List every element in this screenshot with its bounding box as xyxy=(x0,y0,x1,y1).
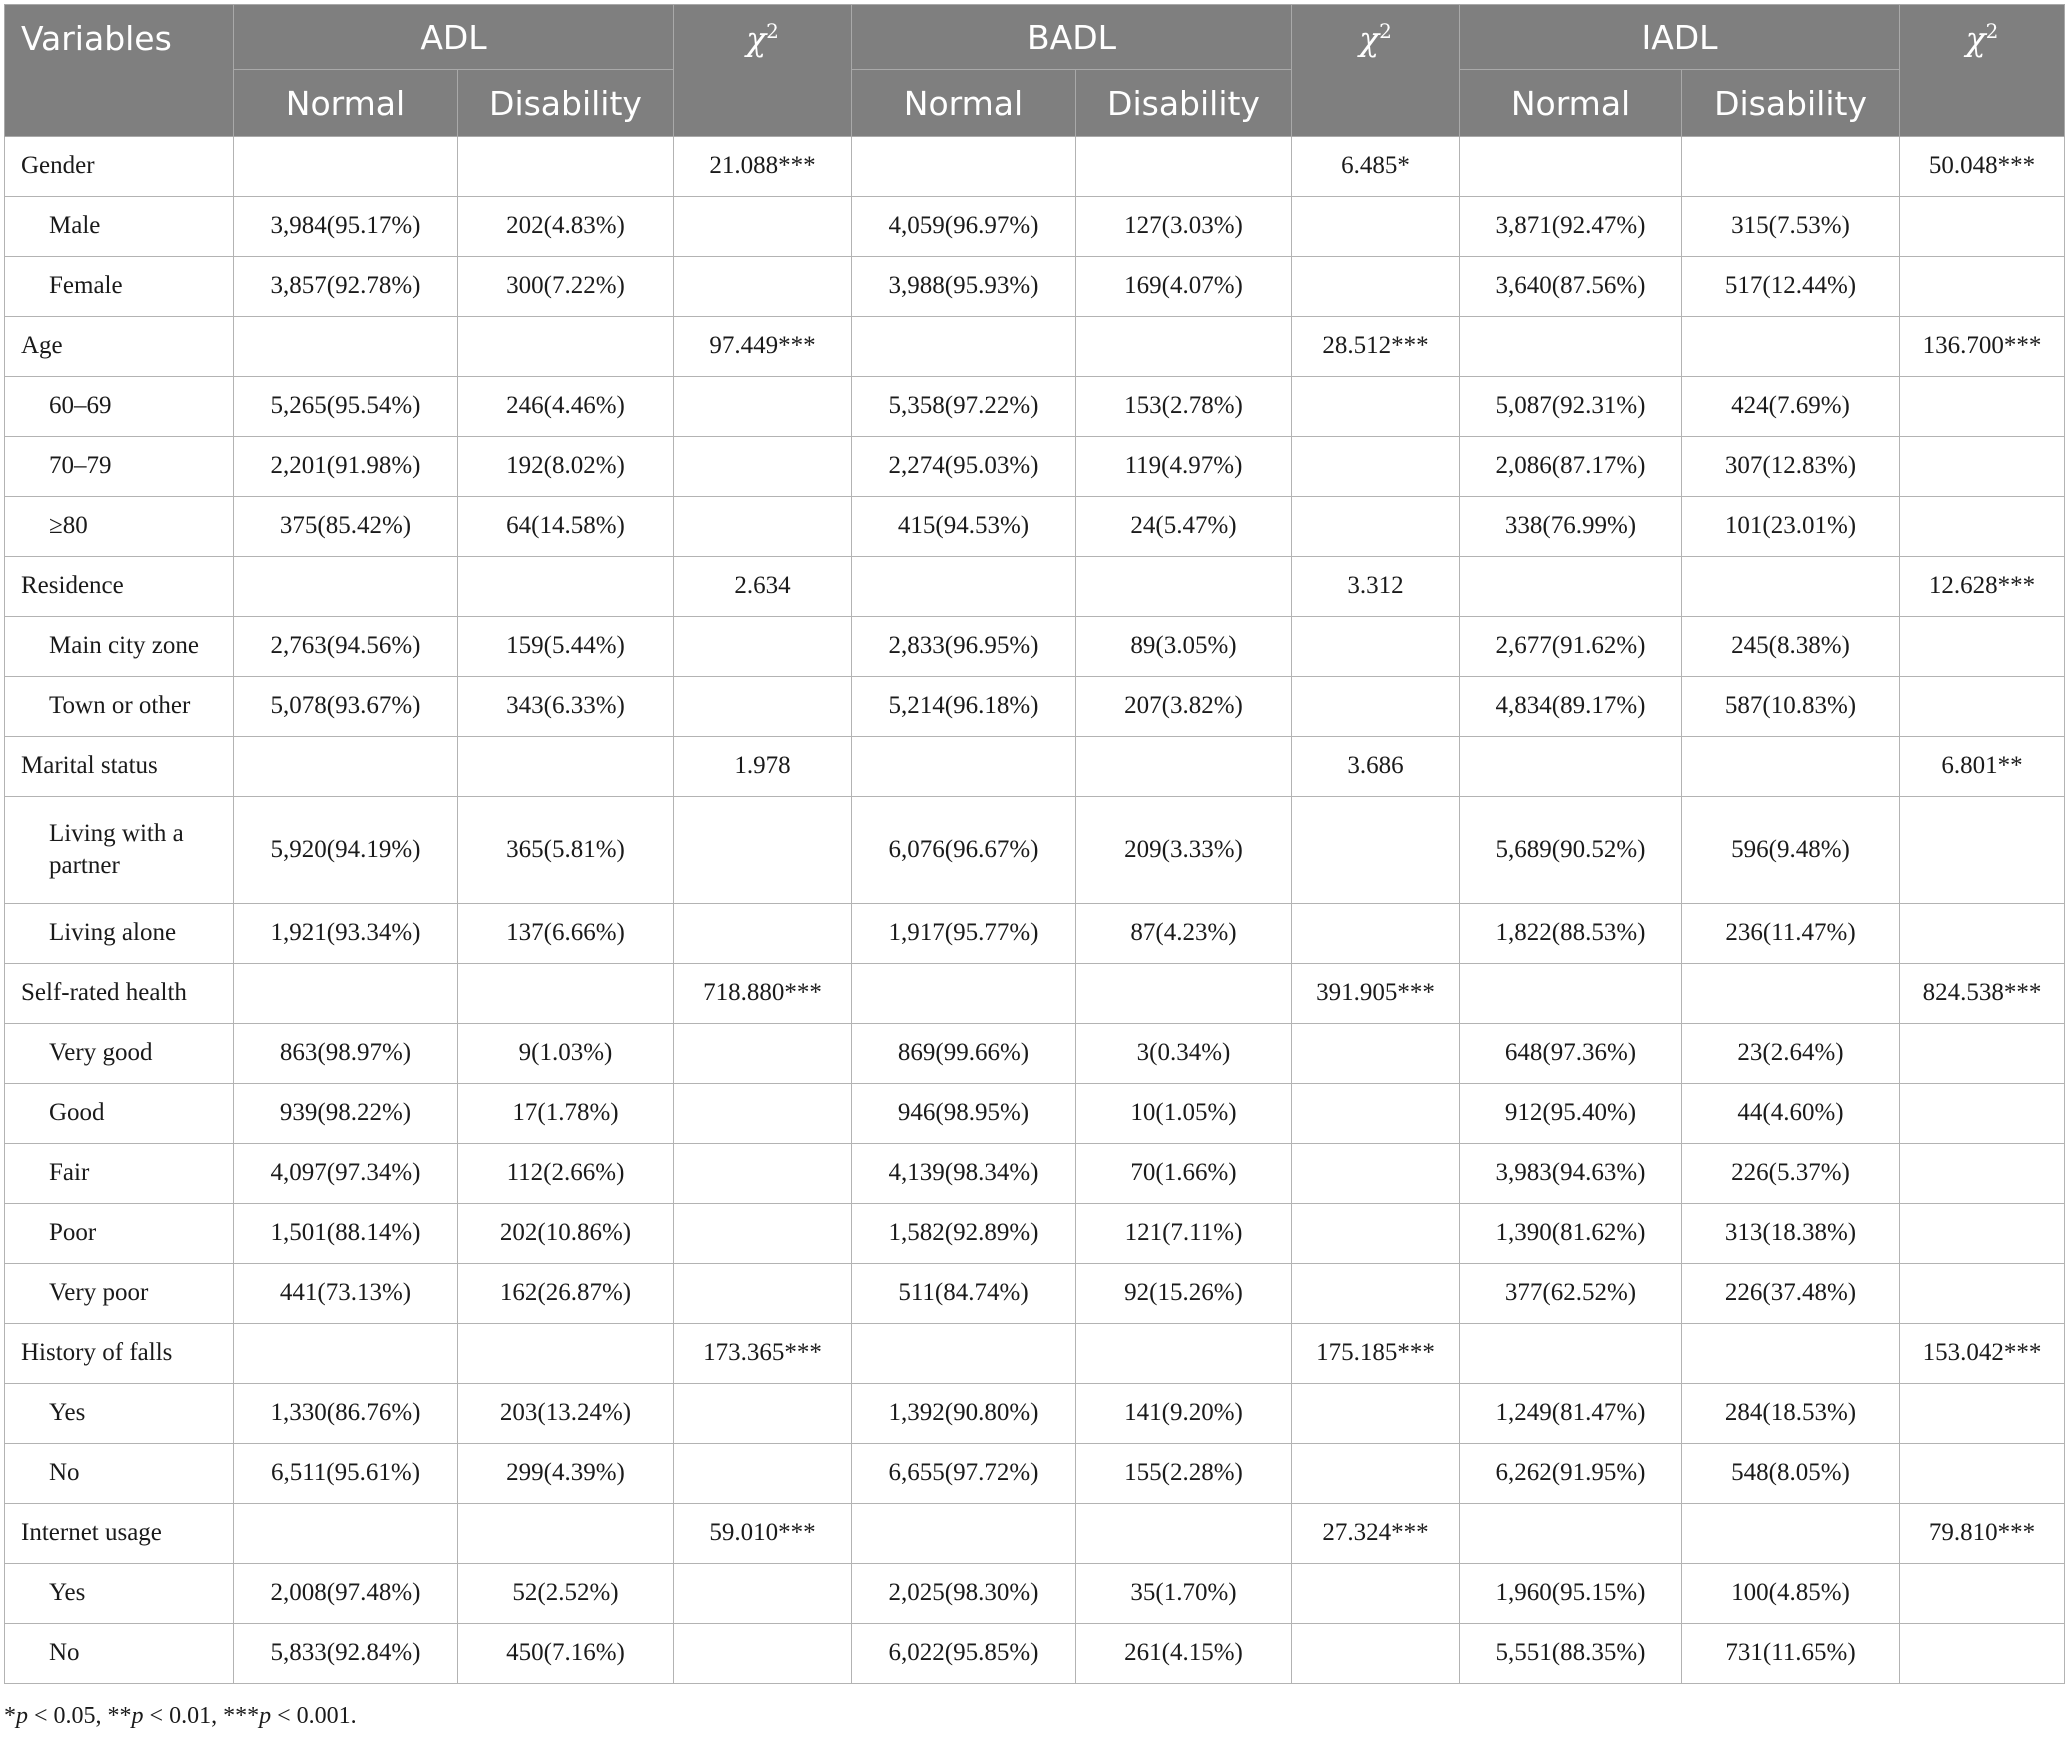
variable-label: Residence xyxy=(5,557,234,617)
table-row-subcategory xyxy=(5,1084,2065,1144)
badl-chi-header: $\chi^2$ xyxy=(1292,5,1460,137)
badl-normal-cell xyxy=(852,1504,1076,1564)
table-row-subcategory xyxy=(5,1624,2065,1684)
adl-normal-cell xyxy=(234,557,458,617)
badl-normal-cell xyxy=(852,557,1076,617)
adl-normal-cell: 1,501(88.14%) xyxy=(234,1204,458,1264)
badl-disability-cell: 153(2.78%) xyxy=(1076,377,1292,437)
badl-normal-cell: 3,988(95.93%) xyxy=(852,257,1076,317)
badl-normal-cell: 1,392(90.80%) xyxy=(852,1384,1076,1444)
badl-normal-cell: 2,274(95.03%) xyxy=(852,437,1076,497)
adl-disability-cell: 450(7.16%) xyxy=(458,1624,674,1684)
iadl-chi-value: 824.538*** xyxy=(1900,964,2065,1024)
table-row-subcategory xyxy=(5,1564,2065,1624)
adl-normal-cell: 441(73.13%) xyxy=(234,1264,458,1324)
variable-label: Living with a partner xyxy=(5,797,234,904)
iadl-disability-cell: 596(9.48%) xyxy=(1682,797,1900,904)
iadl-normal-cell xyxy=(1460,557,1682,617)
iadl-normal-cell: 4,834(89.17%) xyxy=(1460,677,1682,737)
iadl-disability-cell: 100(4.85%) xyxy=(1682,1564,1900,1624)
iadl-chi-value: 12.628*** xyxy=(1900,557,2065,617)
adl-disability-cell: 159(5.44%) xyxy=(458,617,674,677)
variable-label: Gender xyxy=(5,137,234,197)
iadl-disability-cell xyxy=(1682,137,1900,197)
badl-chi-value: 27.324*** xyxy=(1292,1504,1460,1564)
iadl-normal-cell: 3,983(94.63%) xyxy=(1460,1144,1682,1204)
adl-chi-cell xyxy=(674,497,852,557)
iadl-normal-cell: 648(97.36%) xyxy=(1460,1024,1682,1084)
adl-normal-cell: 3,857(92.78%) xyxy=(234,257,458,317)
badl-normal-cell: 1,917(95.77%) xyxy=(852,904,1076,964)
adl-normal-cell xyxy=(234,1324,458,1384)
iadl-chi-cell xyxy=(1900,257,2065,317)
table-row-subcategory xyxy=(5,1024,2065,1084)
badl-normal-cell: 1,582(92.89%) xyxy=(852,1204,1076,1264)
adl-normal-cell: 1,921(93.34%) xyxy=(234,904,458,964)
badl-chi-value: 28.512*** xyxy=(1292,317,1460,377)
badl-chi-cell xyxy=(1292,617,1460,677)
adl-disability-cell xyxy=(458,1504,674,1564)
badl-chi-cell xyxy=(1292,1444,1460,1504)
iadl-disability-cell xyxy=(1682,737,1900,797)
adl-chi-value: 1.978 xyxy=(674,737,852,797)
iadl-normal-header: Normal xyxy=(1460,70,1682,137)
iadl-chi-cell xyxy=(1900,1144,2065,1204)
variable-label: 70–79 xyxy=(5,437,234,497)
iadl-disability-cell: 313(18.38%) xyxy=(1682,1204,1900,1264)
table-row-variable xyxy=(5,557,2065,617)
iadl-disability-cell: 315(7.53%) xyxy=(1682,197,1900,257)
table-row-variable xyxy=(5,137,2065,197)
badl-normal-cell: 415(94.53%) xyxy=(852,497,1076,557)
adl-normal-cell: 863(98.97%) xyxy=(234,1024,458,1084)
adl-normal-header: Normal xyxy=(234,70,458,137)
variable-label: Living alone xyxy=(5,904,234,964)
variable-label: Male xyxy=(5,197,234,257)
badl-disability-cell: 70(1.66%) xyxy=(1076,1144,1292,1204)
adl-normal-cell: 5,833(92.84%) xyxy=(234,1624,458,1684)
badl-header: BADL xyxy=(852,5,1292,70)
badl-chi-cell xyxy=(1292,1024,1460,1084)
table-header xyxy=(5,5,2065,137)
badl-normal-cell: 869(99.66%) xyxy=(852,1024,1076,1084)
iadl-disability-cell: 587(10.83%) xyxy=(1682,677,1900,737)
adl-normal-cell: 2,763(94.56%) xyxy=(234,617,458,677)
iadl-normal-cell: 377(62.52%) xyxy=(1460,1264,1682,1324)
badl-chi-cell xyxy=(1292,677,1460,737)
adl-disability-cell xyxy=(458,137,674,197)
variable-label: Poor xyxy=(5,1204,234,1264)
adl-chi-cell xyxy=(674,797,852,904)
iadl-disability-cell xyxy=(1682,1324,1900,1384)
iadl-chi-cell xyxy=(1900,1624,2065,1684)
adl-chi-cell xyxy=(674,1624,852,1684)
iadl-chi-value: 6.801** xyxy=(1900,737,2065,797)
iadl-chi-cell xyxy=(1900,1204,2065,1264)
adl-disability-cell: 202(10.86%) xyxy=(458,1204,674,1264)
badl-chi-cell xyxy=(1292,1564,1460,1624)
iadl-normal-cell: 1,390(81.62%) xyxy=(1460,1204,1682,1264)
iadl-disability-cell: 245(8.38%) xyxy=(1682,617,1900,677)
adl-chi-value: 59.010*** xyxy=(674,1504,852,1564)
badl-chi-value: 391.905*** xyxy=(1292,964,1460,1024)
adl-normal-cell: 1,330(86.76%) xyxy=(234,1384,458,1444)
adl-disability-cell: 365(5.81%) xyxy=(458,797,674,904)
iadl-normal-cell xyxy=(1460,737,1682,797)
adl-normal-cell xyxy=(234,1504,458,1564)
iadl-chi-cell xyxy=(1900,797,2065,904)
iadl-disability-header: Disability xyxy=(1682,70,1900,137)
badl-disability-cell xyxy=(1076,1324,1292,1384)
iadl-normal-cell xyxy=(1460,964,1682,1024)
adl-chi-value: 718.880*** xyxy=(674,964,852,1024)
badl-chi-value: 3.312 xyxy=(1292,557,1460,617)
adl-header: ADL xyxy=(234,5,674,70)
table-row-subcategory xyxy=(5,677,2065,737)
variable-label: Good xyxy=(5,1084,234,1144)
adl-normal-cell: 6,511(95.61%) xyxy=(234,1444,458,1504)
iadl-disability-cell xyxy=(1682,317,1900,377)
badl-disability-cell xyxy=(1076,557,1292,617)
badl-disability-cell xyxy=(1076,737,1292,797)
variable-label: Age xyxy=(5,317,234,377)
badl-disability-cell: 87(4.23%) xyxy=(1076,904,1292,964)
significance-footnote: *p < 0.05, **p < 0.01, ***p < 0.001. xyxy=(4,1703,357,1729)
iadl-chi-header: $\chi^2$ xyxy=(1900,5,2065,137)
badl-normal-cell xyxy=(852,737,1076,797)
iadl-chi-cell xyxy=(1900,677,2065,737)
adl-normal-cell: 5,265(95.54%) xyxy=(234,377,458,437)
iadl-disability-cell: 44(4.60%) xyxy=(1682,1084,1900,1144)
badl-chi-cell xyxy=(1292,197,1460,257)
table-row-subcategory xyxy=(5,617,2065,677)
badl-disability-cell: 209(3.33%) xyxy=(1076,797,1292,904)
adl-normal-cell: 5,920(94.19%) xyxy=(234,797,458,904)
iadl-normal-cell xyxy=(1460,1324,1682,1384)
badl-normal-header: Normal xyxy=(852,70,1076,137)
iadl-disability-cell xyxy=(1682,1504,1900,1564)
adl-normal-cell: 2,008(97.48%) xyxy=(234,1564,458,1624)
badl-chi-cell xyxy=(1292,1624,1460,1684)
iadl-chi-cell xyxy=(1900,197,2065,257)
adl-chi-value: 21.088*** xyxy=(674,137,852,197)
iadl-disability-cell: 284(18.53%) xyxy=(1682,1384,1900,1444)
adl-normal-cell xyxy=(234,317,458,377)
table-row-variable xyxy=(5,1504,2065,1564)
iadl-normal-cell xyxy=(1460,137,1682,197)
adl-normal-cell xyxy=(234,737,458,797)
iadl-chi-cell xyxy=(1900,1084,2065,1144)
badl-chi-cell xyxy=(1292,904,1460,964)
iadl-normal-cell: 3,640(87.56%) xyxy=(1460,257,1682,317)
iadl-chi-cell xyxy=(1900,1024,2065,1084)
adl-chi-cell xyxy=(674,257,852,317)
iadl-chi-value: 153.042*** xyxy=(1900,1324,2065,1384)
iadl-normal-cell: 5,087(92.31%) xyxy=(1460,377,1682,437)
badl-normal-cell: 2,833(96.95%) xyxy=(852,617,1076,677)
adl-disability-cell: 246(4.46%) xyxy=(458,377,674,437)
iadl-disability-cell: 548(8.05%) xyxy=(1682,1444,1900,1504)
iadl-chi-value: 79.810*** xyxy=(1900,1504,2065,1564)
badl-chi-value: 175.185*** xyxy=(1292,1324,1460,1384)
adl-disability-cell: 162(26.87%) xyxy=(458,1264,674,1324)
adl-chi-cell xyxy=(674,1204,852,1264)
badl-disability-cell: 10(1.05%) xyxy=(1076,1084,1292,1144)
badl-disability-cell: 169(4.07%) xyxy=(1076,257,1292,317)
variable-label: Very poor xyxy=(5,1264,234,1324)
badl-normal-cell: 4,139(98.34%) xyxy=(852,1144,1076,1204)
badl-normal-cell: 4,059(96.97%) xyxy=(852,197,1076,257)
adl-normal-cell: 3,984(95.17%) xyxy=(234,197,458,257)
iadl-chi-cell xyxy=(1900,377,2065,437)
iadl-chi-cell xyxy=(1900,904,2065,964)
adl-chi-cell xyxy=(674,1564,852,1624)
variable-label: Town or other xyxy=(5,677,234,737)
badl-disability-cell: 89(3.05%) xyxy=(1076,617,1292,677)
badl-normal-cell xyxy=(852,137,1076,197)
badl-disability-cell: 155(2.28%) xyxy=(1076,1444,1292,1504)
adl-normal-cell xyxy=(234,964,458,1024)
variable-label: History of falls xyxy=(5,1324,234,1384)
badl-chi-cell xyxy=(1292,1384,1460,1444)
iadl-disability-cell: 226(5.37%) xyxy=(1682,1144,1900,1204)
table-row-subcategory xyxy=(5,1204,2065,1264)
table-row-variable xyxy=(5,964,2065,1024)
adl-normal-cell: 375(85.42%) xyxy=(234,497,458,557)
iadl-chi-cell xyxy=(1900,1564,2065,1624)
variable-label: Marital status xyxy=(5,737,234,797)
variables-header: Variables xyxy=(5,5,234,137)
badl-disability-cell: 127(3.03%) xyxy=(1076,197,1292,257)
iadl-normal-cell: 3,871(92.47%) xyxy=(1460,197,1682,257)
iadl-normal-cell: 338(76.99%) xyxy=(1460,497,1682,557)
adl-normal-cell: 4,097(97.34%) xyxy=(234,1144,458,1204)
variable-label: No xyxy=(5,1444,234,1504)
variable-label: Internet usage xyxy=(5,1504,234,1564)
badl-disability-cell xyxy=(1076,317,1292,377)
adl-disability-cell: 299(4.39%) xyxy=(458,1444,674,1504)
adl-chi-value: 97.449*** xyxy=(674,317,852,377)
adl-disability-cell: 17(1.78%) xyxy=(458,1084,674,1144)
iadl-chi-cell xyxy=(1900,437,2065,497)
adl-disability-cell xyxy=(458,557,674,617)
table-row-subcategory xyxy=(5,197,2065,257)
adl-disability-cell xyxy=(458,317,674,377)
badl-disability-cell: 92(15.26%) xyxy=(1076,1264,1292,1324)
variable-label: Very good xyxy=(5,1024,234,1084)
badl-normal-cell: 6,022(95.85%) xyxy=(852,1624,1076,1684)
adl-disability-cell: 192(8.02%) xyxy=(458,437,674,497)
badl-chi-cell xyxy=(1292,1264,1460,1324)
adl-disability-cell: 137(6.66%) xyxy=(458,904,674,964)
badl-chi-value: 3.686 xyxy=(1292,737,1460,797)
table-container xyxy=(4,4,2064,1684)
adl-chi-value: 173.365*** xyxy=(674,1324,852,1384)
adl-disability-cell xyxy=(458,1324,674,1384)
iadl-normal-cell: 2,677(91.62%) xyxy=(1460,617,1682,677)
badl-normal-cell xyxy=(852,964,1076,1024)
variable-label: No xyxy=(5,1624,234,1684)
variable-label: Self-rated health xyxy=(5,964,234,1024)
variable-label: 60–69 xyxy=(5,377,234,437)
adl-disability-cell: 300(7.22%) xyxy=(458,257,674,317)
adl-normal-cell: 939(98.22%) xyxy=(234,1084,458,1144)
adl-chi-cell xyxy=(674,1024,852,1084)
badl-normal-cell: 6,076(96.67%) xyxy=(852,797,1076,904)
adl-disability-cell: 343(6.33%) xyxy=(458,677,674,737)
variable-label: Yes xyxy=(5,1564,234,1624)
badl-disability-cell: 121(7.11%) xyxy=(1076,1204,1292,1264)
adl-disability-cell: 202(4.83%) xyxy=(458,197,674,257)
badl-disability-cell xyxy=(1076,964,1292,1024)
adl-chi-cell xyxy=(674,1144,852,1204)
adl-disability-cell: 203(13.24%) xyxy=(458,1384,674,1444)
adl-chi-cell xyxy=(674,617,852,677)
iadl-disability-cell: 23(2.64%) xyxy=(1682,1024,1900,1084)
adl-disability-cell xyxy=(458,964,674,1024)
iadl-disability-cell: 226(37.48%) xyxy=(1682,1264,1900,1324)
table-row-subcategory xyxy=(5,797,2065,904)
table-row-subcategory xyxy=(5,1384,2065,1444)
variable-label: Female xyxy=(5,257,234,317)
badl-normal-cell: 946(98.95%) xyxy=(852,1084,1076,1144)
iadl-chi-cell xyxy=(1900,1384,2065,1444)
iadl-header: IADL xyxy=(1460,5,1900,70)
badl-disability-header: Disability xyxy=(1076,70,1292,137)
iadl-normal-cell xyxy=(1460,1504,1682,1564)
adl-disability-cell: 9(1.03%) xyxy=(458,1024,674,1084)
iadl-disability-cell: 236(11.47%) xyxy=(1682,904,1900,964)
badl-chi-cell xyxy=(1292,797,1460,904)
adl-chi-cell xyxy=(674,437,852,497)
badl-disability-cell: 141(9.20%) xyxy=(1076,1384,1292,1444)
badl-normal-cell: 5,358(97.22%) xyxy=(852,377,1076,437)
variable-label: Fair xyxy=(5,1144,234,1204)
adl-chi-cell xyxy=(674,1264,852,1324)
variable-label: ≥80 xyxy=(5,497,234,557)
table-body xyxy=(5,137,2065,1684)
table-row-subcategory xyxy=(5,257,2065,317)
iadl-chi-value: 136.700*** xyxy=(1900,317,2065,377)
table-row-subcategory xyxy=(5,497,2065,557)
iadl-chi-cell xyxy=(1900,1444,2065,1504)
iadl-normal-cell: 1,822(88.53%) xyxy=(1460,904,1682,964)
table-row-subcategory xyxy=(5,1144,2065,1204)
badl-disability-cell: 24(5.47%) xyxy=(1076,497,1292,557)
variable-label: Main city zone xyxy=(5,617,234,677)
iadl-disability-cell xyxy=(1682,964,1900,1024)
table-row-subcategory xyxy=(5,1264,2065,1324)
badl-normal-cell xyxy=(852,317,1076,377)
badl-chi-cell xyxy=(1292,377,1460,437)
badl-normal-cell xyxy=(852,1324,1076,1384)
table-row-variable xyxy=(5,1324,2065,1384)
iadl-disability-cell: 424(7.69%) xyxy=(1682,377,1900,437)
adl-chi-cell xyxy=(674,377,852,437)
badl-chi-cell xyxy=(1292,1204,1460,1264)
table-row-subcategory xyxy=(5,437,2065,497)
badl-disability-cell: 119(4.97%) xyxy=(1076,437,1292,497)
badl-disability-cell xyxy=(1076,1504,1292,1564)
iadl-normal-cell: 912(95.40%) xyxy=(1460,1084,1682,1144)
iadl-chi-cell xyxy=(1900,1264,2065,1324)
badl-normal-cell: 6,655(97.72%) xyxy=(852,1444,1076,1504)
adl-normal-cell: 5,078(93.67%) xyxy=(234,677,458,737)
adl-chi-cell xyxy=(674,677,852,737)
table-row-subcategory xyxy=(5,1444,2065,1504)
adl-chi-cell xyxy=(674,1384,852,1444)
adl-chi-value: 2.634 xyxy=(674,557,852,617)
iadl-normal-cell xyxy=(1460,317,1682,377)
iadl-disability-cell xyxy=(1682,557,1900,617)
iadl-disability-cell: 731(11.65%) xyxy=(1682,1624,1900,1684)
iadl-normal-cell: 2,086(87.17%) xyxy=(1460,437,1682,497)
iadl-disability-cell: 307(12.83%) xyxy=(1682,437,1900,497)
adl-chi-cell xyxy=(674,197,852,257)
badl-chi-value: 6.485* xyxy=(1292,137,1460,197)
adl-disability-cell: 64(14.58%) xyxy=(458,497,674,557)
table-row-variable xyxy=(5,317,2065,377)
badl-chi-cell xyxy=(1292,497,1460,557)
iadl-normal-cell: 6,262(91.95%) xyxy=(1460,1444,1682,1504)
iadl-chi-cell xyxy=(1900,617,2065,677)
iadl-normal-cell: 5,551(88.35%) xyxy=(1460,1624,1682,1684)
adl-disability-cell xyxy=(458,737,674,797)
iadl-normal-cell: 1,960(95.15%) xyxy=(1460,1564,1682,1624)
adl-normal-cell xyxy=(234,137,458,197)
badl-disability-cell xyxy=(1076,137,1292,197)
adl-chi-header: $\chi^2$ xyxy=(674,5,852,137)
adl-disability-table xyxy=(4,4,2065,1684)
adl-chi-cell xyxy=(674,1084,852,1144)
adl-disability-cell: 52(2.52%) xyxy=(458,1564,674,1624)
iadl-chi-value: 50.048*** xyxy=(1900,137,2065,197)
badl-chi-cell xyxy=(1292,437,1460,497)
badl-normal-cell: 5,214(96.18%) xyxy=(852,677,1076,737)
adl-disability-cell: 112(2.66%) xyxy=(458,1144,674,1204)
adl-chi-cell xyxy=(674,904,852,964)
badl-normal-cell: 2,025(98.30%) xyxy=(852,1564,1076,1624)
iadl-normal-cell: 1,249(81.47%) xyxy=(1460,1384,1682,1444)
variable-label: Yes xyxy=(5,1384,234,1444)
adl-normal-cell: 2,201(91.98%) xyxy=(234,437,458,497)
table-row-subcategory xyxy=(5,377,2065,437)
adl-chi-cell xyxy=(674,1444,852,1504)
iadl-disability-cell: 101(23.01%) xyxy=(1682,497,1900,557)
iadl-chi-cell xyxy=(1900,497,2065,557)
table-row-variable xyxy=(5,737,2065,797)
badl-chi-cell xyxy=(1292,257,1460,317)
badl-chi-cell xyxy=(1292,1144,1460,1204)
adl-disability-header: Disability xyxy=(458,70,674,137)
badl-disability-cell: 261(4.15%) xyxy=(1076,1624,1292,1684)
badl-disability-cell: 3(0.34%) xyxy=(1076,1024,1292,1084)
badl-normal-cell: 511(84.74%) xyxy=(852,1264,1076,1324)
badl-disability-cell: 207(3.82%) xyxy=(1076,677,1292,737)
badl-chi-cell xyxy=(1292,1084,1460,1144)
badl-disability-cell: 35(1.70%) xyxy=(1076,1564,1292,1624)
table-row-subcategory xyxy=(5,904,2065,964)
iadl-normal-cell: 5,689(90.52%) xyxy=(1460,797,1682,904)
iadl-disability-cell: 517(12.44%) xyxy=(1682,257,1900,317)
